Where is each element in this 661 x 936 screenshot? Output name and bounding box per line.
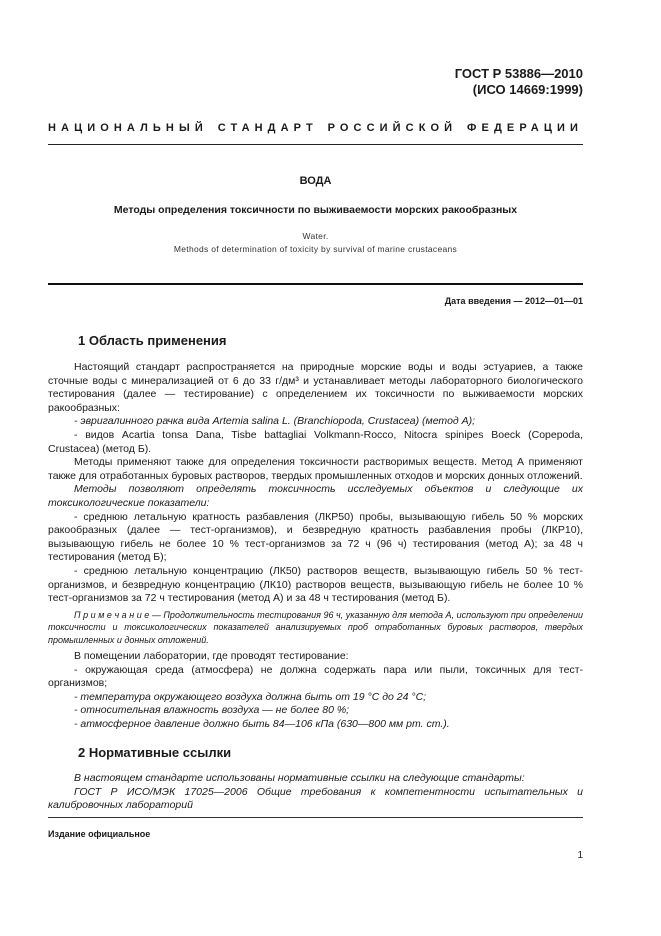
section-2-heading: 2 Нормативные ссылки [78,745,232,760]
document-subtitle: Методы определения токсичности по выживаемости морских ракообразных [113,204,518,216]
list-item: - видов Acartia tonsa Dana, Tisbe battagliai Volkmann-Rocco, Nitocra spinipes Boeck (Copepoda, Crustacea) (метод Б). [48,428,583,455]
standard-number: ГОСТ Р 53886—2010 [454,66,583,81]
list-item: - температура окружающего воздуха должна быть от 19 °С до 24 °С; [74,690,427,703]
section-1-heading: 1 Область применения [78,333,227,348]
document-title: ВОДА [299,175,332,187]
page-number: 1 [577,850,583,861]
date-of-introduction: Дата введения — 2012—01—01 [444,296,583,306]
english-title-line-2: Methods of determination of toxicity by survival of marine crustaceans [173,243,458,254]
standard-designation [455,66,583,98]
paragraph: Методы позволяют определять токсичность исследуемых объектов и следующие их токсикологические показатели: [48,483,583,509]
english-title [48,230,583,255]
section-1-body [48,361,583,732]
national-standard-banner: НАЦИОНАЛЬНЫЙ СТАНДАРТ РОССИЙСКОЙ ФЕДЕРАЦИИ [48,122,583,134]
list-item: - атмосферное давление должно быть 84—106 кПа (630—800 мм рт. ст.). [74,718,450,731]
edition-label: Издание официальное [48,829,151,839]
title-rule [48,283,583,285]
paragraph: Настоящий стандарт распространяется на природные морские воды и воды эстуариев, а также сточные воды с минерализацией от 6 до 33 г/дм³ и устанавливает методы лабораторного биологического тестирования (далее — тестирование) с определением их токсичности по выживаемости морских ракообразных: [48,361,583,414]
english-title-line-1: Water. [302,231,329,241]
header-rule [48,144,583,145]
list-item: - среднюю летальную кратность разбавления (ЛКР50) пробы, вызывающую гибель 50 % морских ракообразных (далее — тест-организмов), и безвредную кратность разбавления пробы (ЛКР10), вызывающую гибель не более 10 % тест-организмов за 72 ч (96 ч) тестирования (метод А); за 48 ч тестирования (метод Б); [48,510,583,564]
list-item: - среднюю летальную концентрацию (ЛК50) растворов веществ, вызывающую гибель 50 % тест-организмов, и безвредную концентрацию (ЛК10) растворов веществ, вызывающую гибель не более 10 % тест-организмов за 72 ч тестирования (метод А) и за 48 ч тестирования (метод Б). [48,564,583,605]
reference-item: ГОСТ Р ИСО/МЭК 17025—2006 Общие требования к компетентности испытательных и калибровочных лабораторий [48,785,583,812]
paragraph: Методы применяют также для определения токсичности растворимых веществ. Метод А применяют также для отработанных буровых растворов, твердых промышленных отходов и морских донных отложений. [48,456,583,482]
iso-number: (ИСО 14669:1999) [472,82,583,97]
paragraph: В настоящем стандарте использованы нормативные ссылки на следующие стандарты: [74,772,525,784]
footer-rule [48,817,583,818]
list-item: - эвригалинного рачка вида Artemia salina L. (Branchiopoda, Crustacea) (метод А); [74,415,476,428]
section-2-body [48,772,583,813]
paragraph: В помещении лаборатории, где проводят тестирование: [74,650,349,663]
note: П р и м е ч а н и е — Продолжительность тестирования 96 ч, указанную для метода А, используют при определении токсичности и токсикологических показателей анализируемых проб отработанных буровых растворов, твердых промышленных и донных отложений. [48,609,583,646]
list-item: - относительная влажность воздуха — не более 80 %; [74,704,350,717]
list-item: - окружающая среда (атмосфера) не должна содержать пара или пыли, токсичных для тест-организмов; [48,663,583,690]
